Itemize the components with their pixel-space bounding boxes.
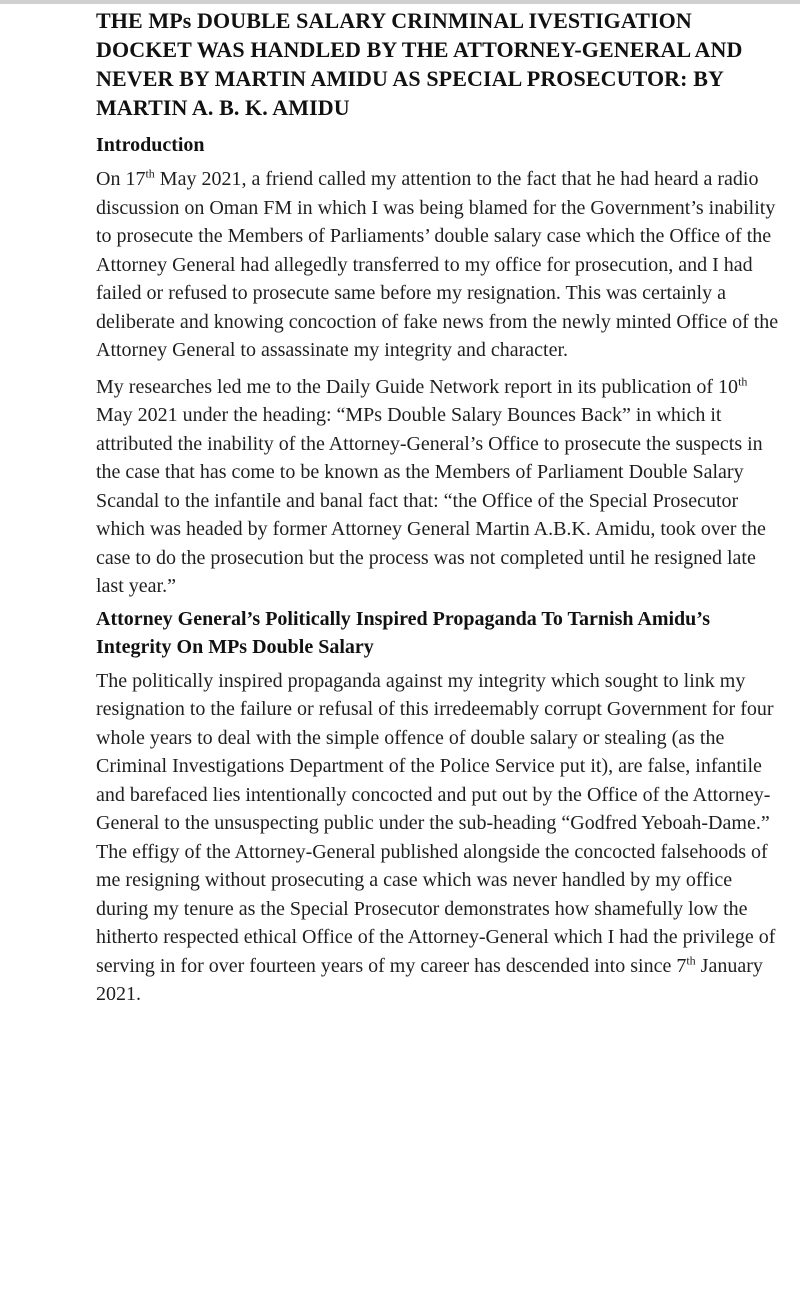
propaganda-paragraph-1 — [96, 667, 786, 1009]
introduction-paragraph-1 — [96, 165, 786, 365]
section-heading-introduction: Introduction — [96, 134, 205, 156]
ordinal-suffix: th — [686, 952, 696, 967]
top-border — [0, 0, 800, 4]
text-run: January 2021. — [96, 954, 763, 1005]
text-run: May 2021 under the heading: “MPs Double Salary Bounces Back” in which it attributed the inability of the Attorney-General’s Office to prosecute the suspects in the case that has come to be known as the Members of Parliament Double Salary Scandal to the infantile and banal fact that: “the Office of the Special Prosecutor which was headed by former Attorney General Martin A.B.K. Amidu, took over the case to do the prosecution but the process was not completed until he resigned late last year.” — [96, 404, 766, 597]
section-heading-propaganda: Attorney General’s Politically Inspired Propaganda To Tarnish Amidu’s Integrity On MPs Double Salary — [96, 607, 710, 658]
document-page — [96, 6, 786, 1009]
text-run: My researches led me to the Daily Guide Network report in its publication of 10 — [96, 375, 739, 398]
text-run: The politically inspired propaganda against my integrity which sought to link my resignation to the failure or refusal of this irredeemably corrupt Government for four whole years to deal with the simple offence of double salary or stealing (as the Criminal Investigations Department of the Police Service put it), are false, infantile and barefaced lies intentionally concocted and put out by the Office of the Attorney-General to the unsuspecting public under the sub-heading “Godfred Yeboah-Dame.” The effigy of the Attorney-General published alongside the concocted falsehoods of me resigning without prosecuting a case which was never handled by my office during my tenure as the Special Prosecutor demonstrates how shamefully low the hitherto respected ethical Office of the Attorney-General which I had the privilege of serving in for over fourteen years of my career has descended into since 7 — [96, 669, 776, 977]
text-run: On 17 — [96, 168, 146, 190]
ordinal-suffix: th — [145, 166, 155, 181]
introduction-paragraph-2 — [96, 373, 786, 601]
document-title: THE MPs DOUBLE SALARY CRINMINAL IVESTIGATION DOCKET WAS HANDLED BY THE ATTORNEY-GENERAL AND NEVER BY MARTIN AMIDU AS SPECIAL PROSECUTOR: BY MARTIN A. B. K. AMIDU — [96, 8, 743, 120]
ordinal-suffix: th — [738, 373, 748, 388]
text-run: May 2021, a friend called my attention to the fact that he had heard a radio discussion on Oman FM in which I was being blamed for the Government’s inability to prosecute the Members of Parliaments’ double salary case which the Office of the Attorney General had allegedly transferred to my office for prosecution, and I had failed or refused to prosecute same before my resignation. This was certainly a deliberate and knowing concoction of fake news from the newly minted Office of the Attorney General to assassinate my integrity and character. — [96, 168, 779, 361]
